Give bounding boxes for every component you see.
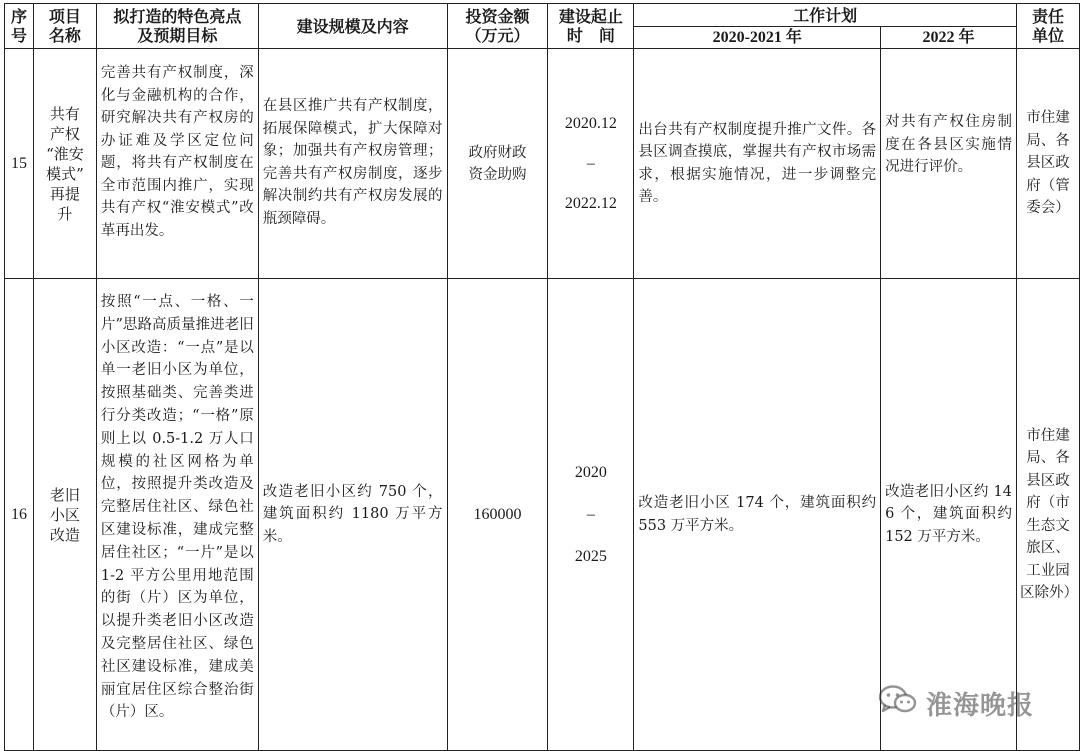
- row-16-seq: 16: [5, 279, 34, 751]
- header-name: 项目 名称: [33, 4, 96, 49]
- header-period: 建设起止 时 间: [548, 4, 634, 49]
- row-16-investment: 160000: [447, 279, 548, 751]
- row-15-period-dash: –: [586, 154, 595, 172]
- row-16-name: 老旧 小区 改造: [33, 279, 96, 751]
- row-15-period: [548, 49, 634, 279]
- row-15-scope: 在县区推广共有产权制度，拓展保障模式，扩大保障对象；加强共有产权房管理；完善共有产权房制度，逐步解决制约共有产权房发展的瓶颈障碍。: [258, 49, 447, 279]
- header-responsible: 责任 单位: [1016, 4, 1079, 49]
- row-16-plan-2020: 改造老旧小区 174 个，建筑面积约 553 万平方米。: [634, 279, 881, 751]
- wechat-icon: [878, 684, 918, 723]
- header-seq: 序 号: [5, 4, 34, 49]
- header-investment: 投资金额 （万元）: [447, 4, 548, 49]
- row-15-highlights: 完善共有产权制度，深化与金融机构的合作，研究解决共有产权房的办证难及学区定位问题，将共有产权制度在全市范围内推广，实现共有产权“淮安模式”改革再出发。: [96, 49, 258, 279]
- watermark-text: 淮海晚报: [926, 691, 1035, 721]
- header-highlights: 拟打造的特色亮点 及预期目标: [96, 4, 258, 49]
- row-16-plan-2022: 改造老旧小区约 146 个，建筑面积约 152 万平方米。: [881, 279, 1017, 751]
- row-15-seq: 15: [5, 49, 34, 279]
- project-table: [4, 3, 1080, 751]
- row-16-responsible: 市住建局、各县区政府（市生态文旅区、工业园区除外）: [1016, 279, 1079, 751]
- watermark: [878, 684, 1034, 723]
- row-15-responsible: 市住建局、各县区政府（管委会）: [1016, 49, 1079, 279]
- row-15-plan-2020: 出台共有产权制度提升推广文件。各县区调查摸底，掌握共有产权市场需求，根据实施情况，进一步调整完善。: [634, 49, 881, 279]
- row-16-period-dash: –: [586, 506, 595, 523]
- row-15-period-end: 2022.12: [564, 194, 617, 212]
- header-scope: 建设规模及内容: [258, 4, 447, 49]
- header-plan-2020: 2020-2021 年: [634, 27, 881, 49]
- header-plan: 工作计划: [634, 4, 1017, 27]
- row-15-name: 共有 产权 “淮安 模式” 再提 升: [33, 49, 96, 279]
- table-row: [5, 279, 1080, 751]
- row-16-period: [548, 279, 634, 751]
- row-16-period-start: 2020: [574, 464, 607, 481]
- row-15-plan-2022: 对共有产权住房制度在各县区实施情况进行评价。: [881, 49, 1017, 279]
- row-16-scope: 改造老旧小区约 750 个，建筑面积约 1180 万平方米。: [258, 279, 447, 751]
- row-16-period-end: 2025: [574, 548, 607, 565]
- header-plan-2022: 2022 年: [881, 27, 1017, 49]
- row-16-highlights: 按照“一点、一格、一片”思路高质量推进老旧小区改造：“一点”是以单一老旧小区为单位，按照基础类、完善类进行分类改造；“一格”原则上以 0.5-1.2 万人口规模的社区网格为单位，按照提升类改造及完整居住社区、绿色社区建设标准，建成完整居住社区；“一片”是以 1-2 平方公里用地范围的街（片）区为单位，以提升类老旧小区改造及完整居住社区、绿色社区建设标准，建成美丽宜居住区综合整治街（片）区。: [96, 279, 258, 751]
- row-15-investment: 政府财政 资金助购: [447, 49, 548, 279]
- table-row: [5, 49, 1080, 279]
- row-15-period-start: 2020.12: [564, 114, 617, 132]
